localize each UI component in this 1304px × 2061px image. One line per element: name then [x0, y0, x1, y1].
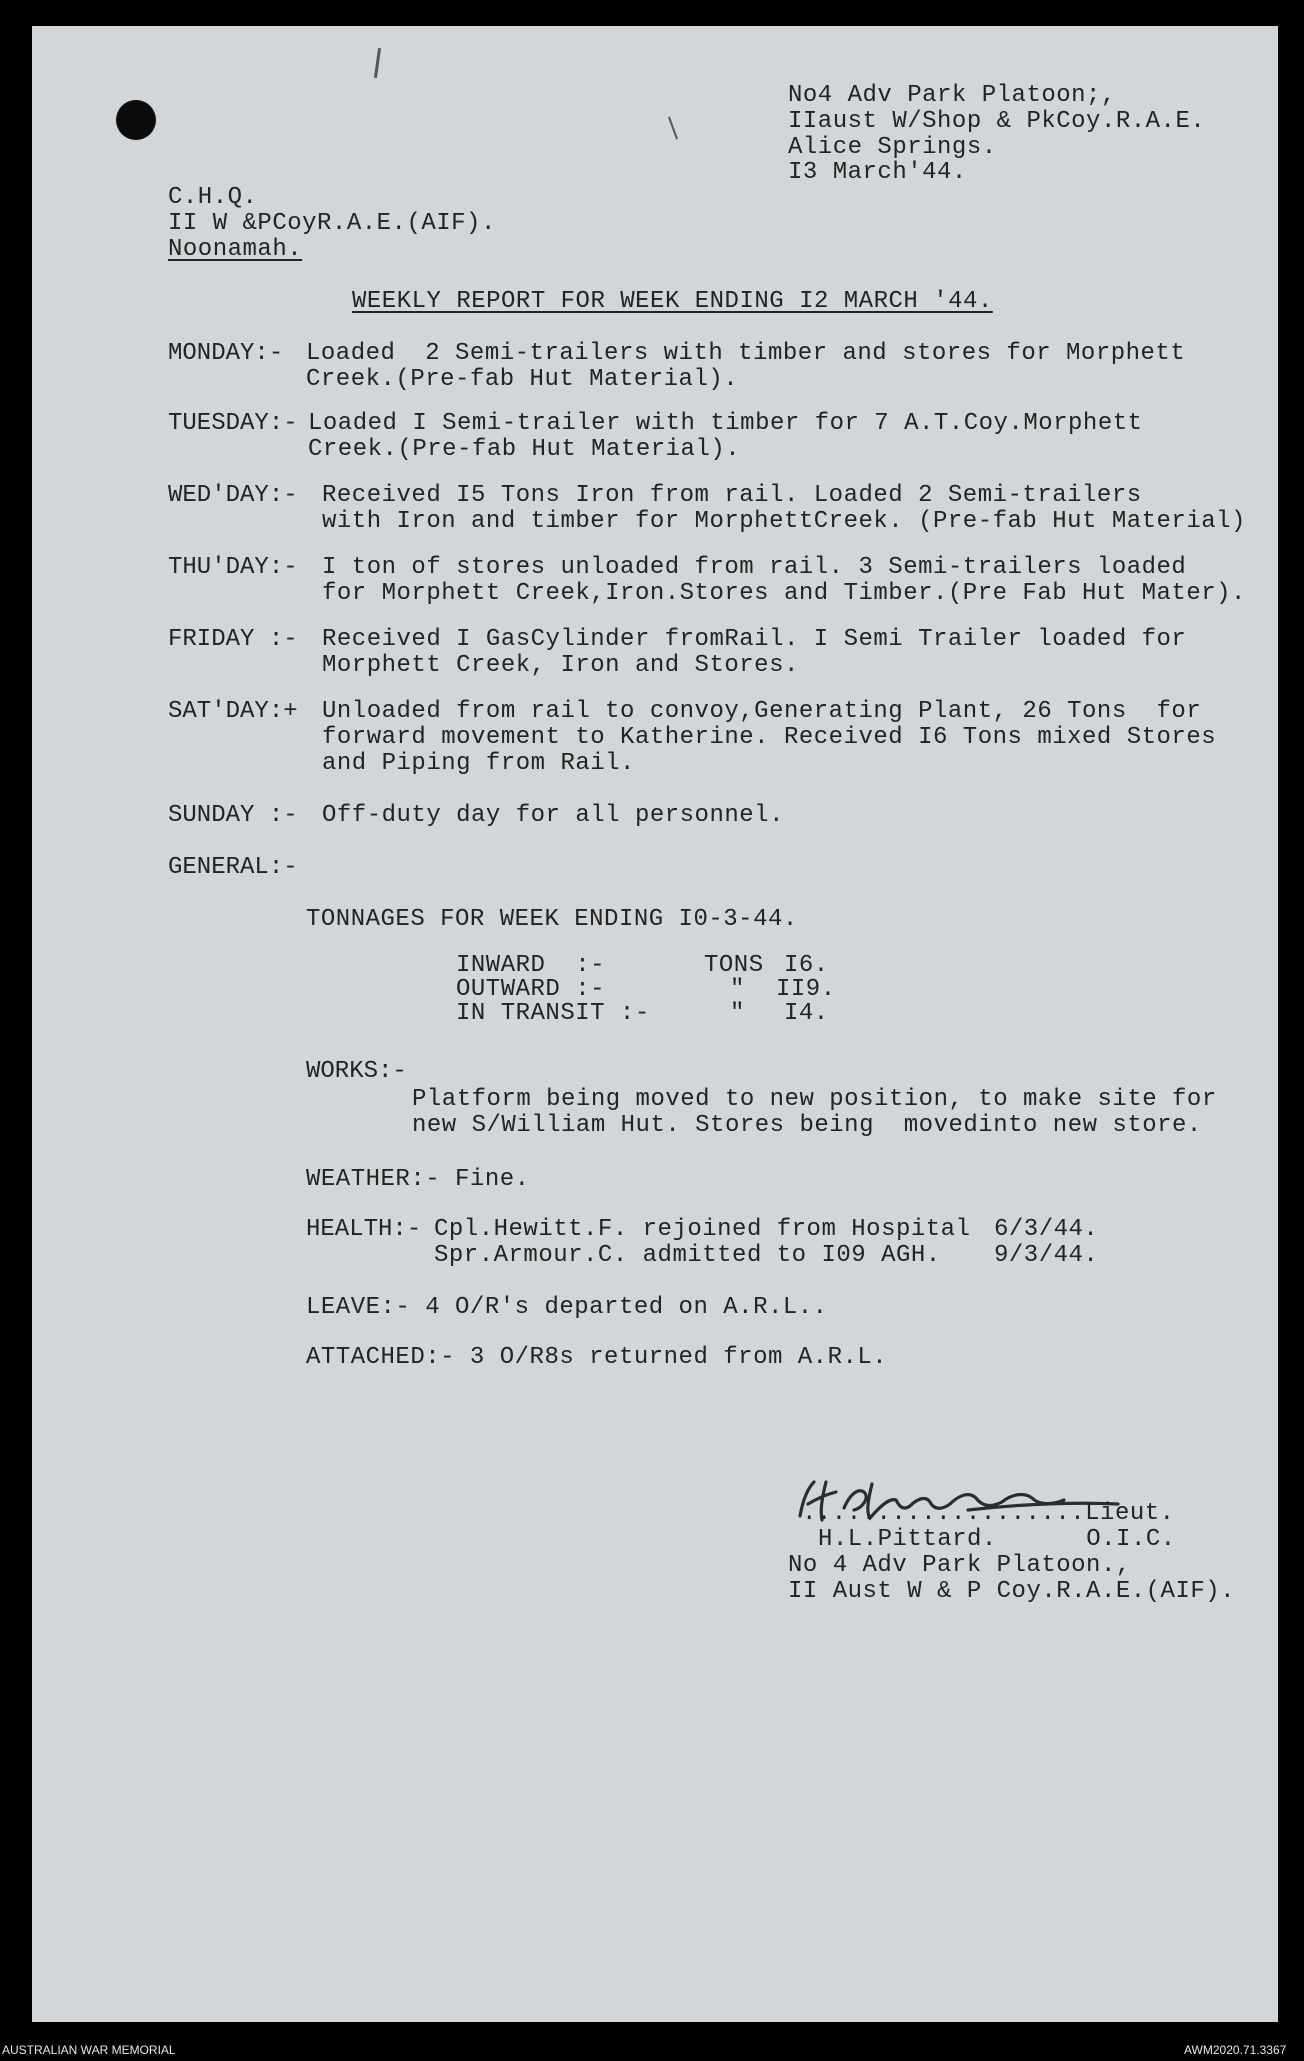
health-label: HEALTH:-: [306, 1216, 422, 1243]
document-page: [32, 26, 1278, 2022]
day-text: Creek.(Pre-fab Hut Material).: [308, 436, 741, 463]
ink-mark: [374, 48, 381, 78]
health-date: 9/3/44.: [994, 1242, 1099, 1269]
signatory-unit-1: No 4 Adv Park Platoon.,: [788, 1552, 1131, 1579]
punch-hole: [116, 100, 156, 140]
tonnage-value: I6.: [784, 952, 829, 979]
tonnage-value: I4.: [784, 1000, 829, 1027]
day-text: I ton of stores unloaded from rail. 3 Semi-trailers loaded: [322, 554, 1187, 581]
day-label: FRIDAY :-: [168, 626, 298, 653]
day-text: Received I GasCylinder fromRail. I Semi Trailer loaded for: [322, 626, 1187, 653]
works-text: Platform being moved to new position, to make site for: [412, 1086, 1217, 1113]
day-text: forward movement to Katherine. Received I6 Tons mixed Stores: [322, 724, 1217, 751]
leave-line: LEAVE:- 4 O/R's departed on A.R.L..: [306, 1294, 828, 1321]
attached-line: ATTACHED:- 3 O/R8s returned from A.R.L.: [306, 1344, 888, 1371]
day-text: Loaded 2 Semi-trailers with timber and stores for Morphett: [306, 340, 1186, 367]
signatory-name: H.L.Pittard. O.I.C.: [818, 1526, 1176, 1553]
recipient-line-3: Noonamah.: [168, 236, 303, 263]
tonnage-unit: ": [730, 976, 745, 1003]
day-label: WED'DAY:-: [168, 482, 298, 509]
day-text: Off-duty day for all personnel.: [322, 802, 784, 829]
day-text: Loaded I Semi-trailer with timber for 7 A.T.Coy.Morphett: [308, 410, 1143, 437]
sender-line-2: IIaust W/Shop & PkCoy.R.A.E.: [788, 108, 1206, 135]
sender-line-1: No4 Adv Park Platoon;,: [788, 82, 1116, 109]
day-text: Received I5 Tons Iron from rail. Loaded 2 Semi-trailers: [322, 482, 1142, 509]
general-label: GENERAL:-: [168, 854, 298, 881]
tonnages-title: TONNAGES FOR WEEK ENDING I0-3-44.: [306, 906, 798, 933]
day-label: MONDAY:-: [168, 340, 284, 367]
health-text: Spr.Armour.C. admitted to I09 AGH.: [434, 1242, 941, 1269]
day-label: SAT'DAY:+: [168, 698, 298, 725]
day-label: SUNDAY :-: [168, 802, 298, 829]
health-date: 6/3/44.: [994, 1216, 1099, 1243]
day-label: THU'DAY:-: [168, 554, 298, 581]
day-text: and Piping from Rail.: [322, 750, 635, 777]
tonnage-label: IN TRANSIT :-: [456, 1000, 650, 1027]
works-label: WORKS:-: [306, 1058, 407, 1085]
tonnage-unit: TONS: [704, 952, 764, 979]
signature-rank-line: ...................Lieut.: [802, 1500, 1175, 1527]
health-text: Cpl.Hewitt.F. rejoined from Hospital: [434, 1216, 971, 1243]
sender-line-3: Alice Springs.: [788, 134, 997, 161]
tonnage-label: OUTWARD :-: [456, 976, 606, 1003]
footer-reference: AWM2020.71.3367: [1184, 2043, 1287, 2057]
day-text: with Iron and timber for MorphettCreek. (Pre-fab Hut Material): [322, 508, 1246, 535]
ink-mark: [668, 116, 678, 139]
recipient-line-1: C.H.Q.: [168, 184, 258, 211]
report-date: I3 March'44.: [788, 159, 967, 186]
day-label: TUESDAY:-: [168, 410, 298, 437]
report-title: WEEKLY REPORT FOR WEEK ENDING I2 MARCH '44.: [352, 288, 993, 315]
day-text: for Morphett Creek,Iron.Stores and Timber.(Pre Fab Hut Mater).: [322, 580, 1246, 607]
tonnage-value: II9.: [776, 976, 836, 1003]
day-text: Morphett Creek, Iron and Stores.: [322, 652, 799, 679]
tonnage-unit: ": [730, 1000, 745, 1027]
day-text: Unloaded from rail to convoy,Generating Plant, 26 Tons for: [322, 698, 1202, 725]
footer-source: AUSTRALIAN WAR MEMORIAL: [2, 2043, 176, 2057]
recipient-line-2: II W &PCoyR.A.E.(AIF).: [168, 210, 496, 237]
signatory-unit-2: II Aust W & P Coy.R.A.E.(AIF).: [788, 1578, 1236, 1605]
works-text: new S/William Hut. Stores being movedinto new store.: [412, 1112, 1202, 1139]
tonnage-label: INWARD :-: [456, 952, 606, 979]
weather-line: WEATHER:- Fine.: [306, 1166, 530, 1193]
day-text: Creek.(Pre-fab Hut Material).: [306, 366, 739, 393]
